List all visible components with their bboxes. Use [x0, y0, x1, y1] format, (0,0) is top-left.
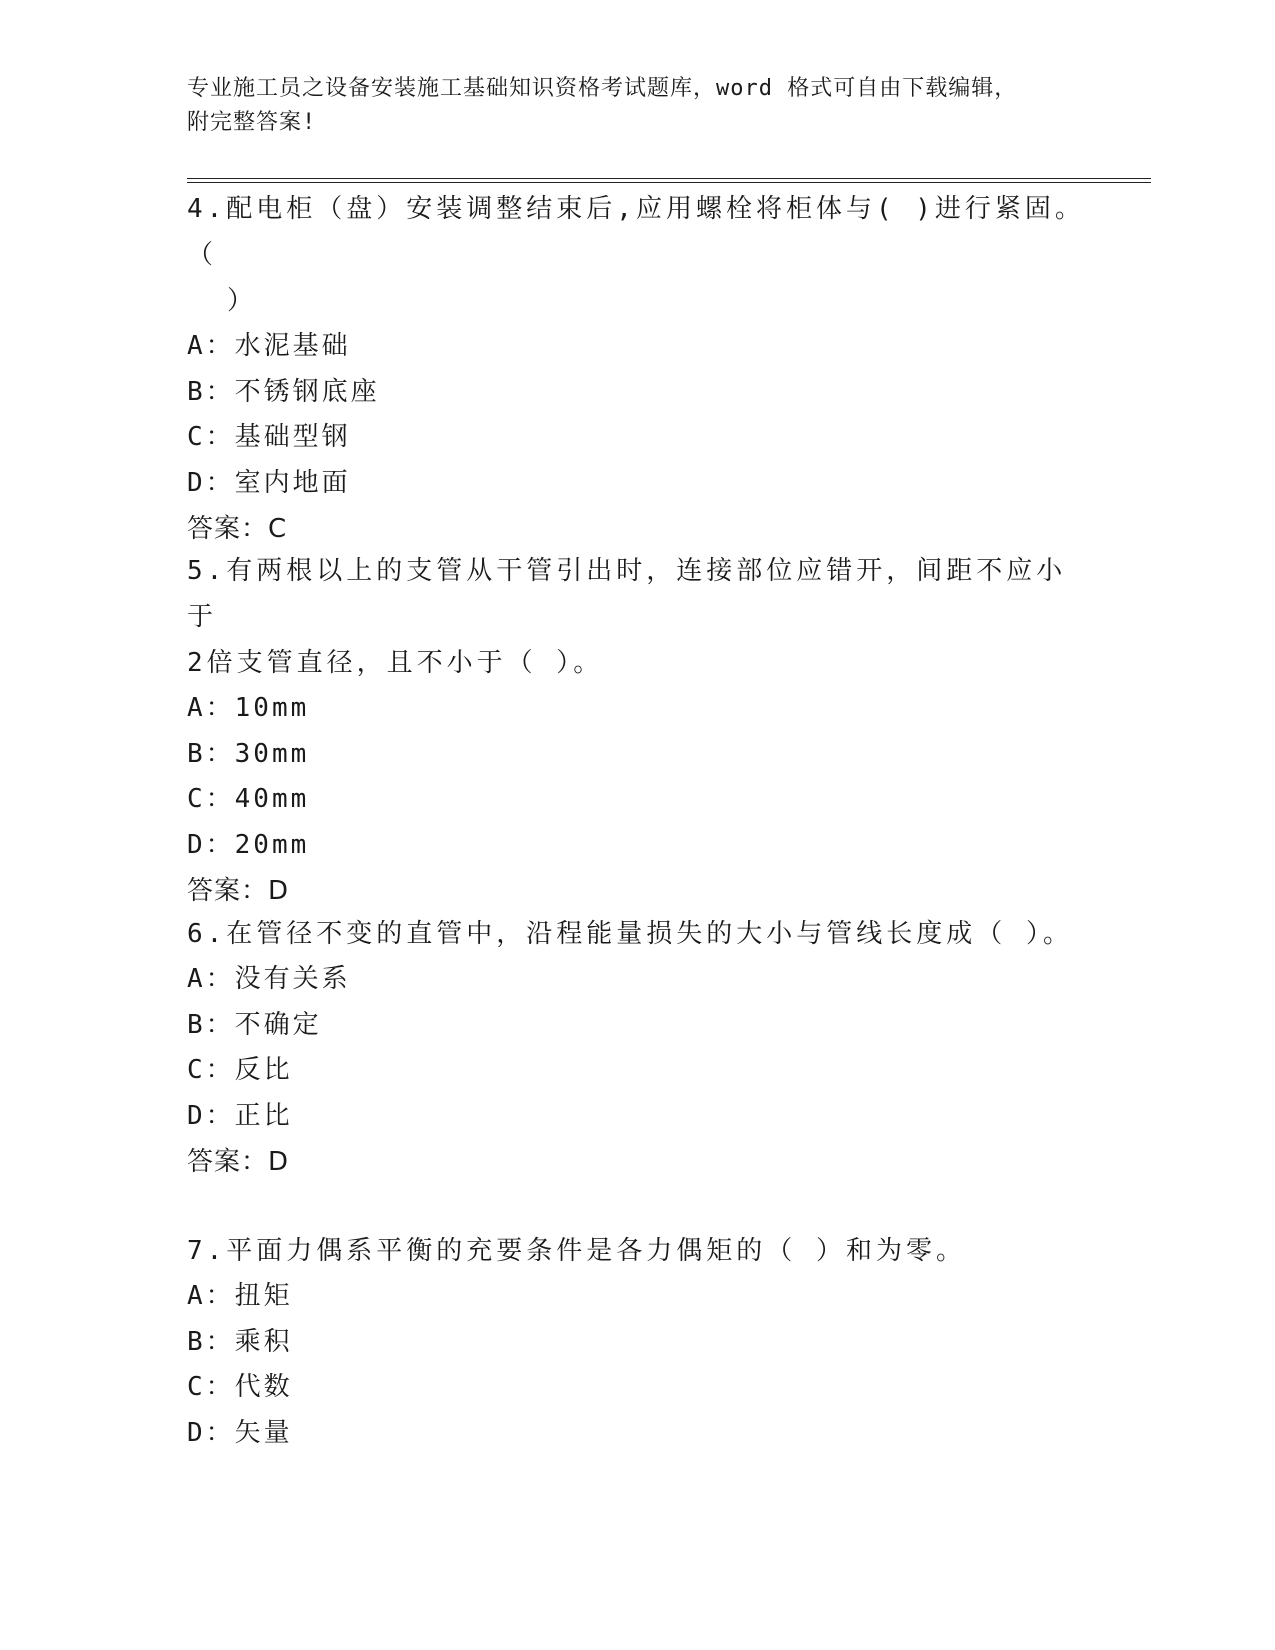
- option-letter: A：: [187, 331, 235, 361]
- option-text: 水泥基础: [234, 331, 351, 361]
- option-text: 乘积: [234, 1326, 293, 1357]
- question-stem-continued: ）: [227, 286, 258, 316]
- option-letter: B：: [187, 738, 235, 769]
- option-letter: D：: [187, 1417, 235, 1448]
- question-stem: 6.在管径不变的直管中，沿程能量损失的大小与管线长度成（ ）。: [187, 919, 1073, 949]
- option-letter: C：: [187, 1055, 235, 1085]
- option-letter: B：: [187, 376, 235, 407]
- option-text: 不确定: [234, 1009, 322, 1040]
- question-stem: 5.有两根以上的支管从干管引出时，连接部位应错开，间距不应小于: [187, 556, 1067, 632]
- question-stem: 4.配电柜（盘）安装调整结束后,应用螺栓将柜体与( )进行紧固。（: [187, 194, 1085, 270]
- option-text: 不锈钢底座: [234, 376, 380, 407]
- option-text: 40mm: [234, 784, 310, 814]
- option-text: 代数: [234, 1372, 293, 1402]
- option-text: 基础型钢: [234, 422, 351, 452]
- option-letter: B：: [187, 1009, 235, 1040]
- option-b: [187, 1003, 1087, 1049]
- header-divider-bottom: [187, 182, 1151, 183]
- option-b: [187, 1320, 1087, 1366]
- option-text: 矢量: [234, 1417, 293, 1448]
- option-text: 10mm: [234, 693, 310, 723]
- option-b: [187, 732, 1087, 778]
- option-letter: B：: [187, 1326, 235, 1357]
- option-letter: C：: [187, 422, 235, 452]
- header-divider-top: [187, 178, 1151, 179]
- option-text: 室内地面: [234, 467, 351, 498]
- option-d: [187, 823, 1087, 869]
- option-c: [187, 1365, 1087, 1411]
- option-a: [187, 957, 1087, 1003]
- option-text: 20mm: [234, 829, 310, 860]
- header-line-1: 专业施工员之设备安装施工基础知识资格考试题库，word 格式可自由下载编辑，: [187, 76, 1018, 101]
- option-c: [187, 1048, 1087, 1094]
- option-c: [187, 777, 1087, 823]
- answer: 答案：C: [187, 514, 288, 544]
- option-letter: A：: [187, 964, 235, 994]
- option-letter: A：: [187, 693, 235, 723]
- option-text: 正比: [234, 1100, 293, 1131]
- header-line-2: 附完整答案!: [187, 110, 317, 135]
- option-c: [187, 415, 1087, 461]
- option-text: 30mm: [234, 738, 310, 769]
- question-stem: 7.平面力偶系平衡的充要条件是各力偶矩的（ ）和为零。: [187, 1236, 966, 1266]
- answer: 答案：D: [187, 876, 290, 906]
- option-d: [187, 461, 1087, 507]
- answer: 答案：D: [187, 1147, 290, 1177]
- option-a: [187, 1274, 1087, 1320]
- option-a: [187, 324, 1087, 370]
- option-letter: C：: [187, 784, 235, 814]
- question-7: [187, 1228, 1087, 1456]
- option-letter: D：: [187, 829, 235, 860]
- question-6: [187, 911, 1087, 1185]
- question-4: [187, 186, 1087, 552]
- option-text: 没有关系: [234, 964, 351, 994]
- option-d: [187, 1094, 1087, 1140]
- question-stem-continued: 2倍支管直径，且不小于（ ）。: [187, 648, 604, 678]
- option-letter: D：: [187, 467, 235, 498]
- option-d: [187, 1411, 1087, 1457]
- option-text: 反比: [234, 1055, 293, 1085]
- document-header: [187, 72, 1087, 140]
- option-letter: D：: [187, 1100, 235, 1131]
- option-letter: A：: [187, 1281, 235, 1311]
- option-text: 扭矩: [234, 1281, 293, 1311]
- question-5: [187, 548, 1087, 914]
- option-letter: C：: [187, 1372, 235, 1402]
- option-a: [187, 686, 1087, 732]
- option-b: [187, 370, 1087, 416]
